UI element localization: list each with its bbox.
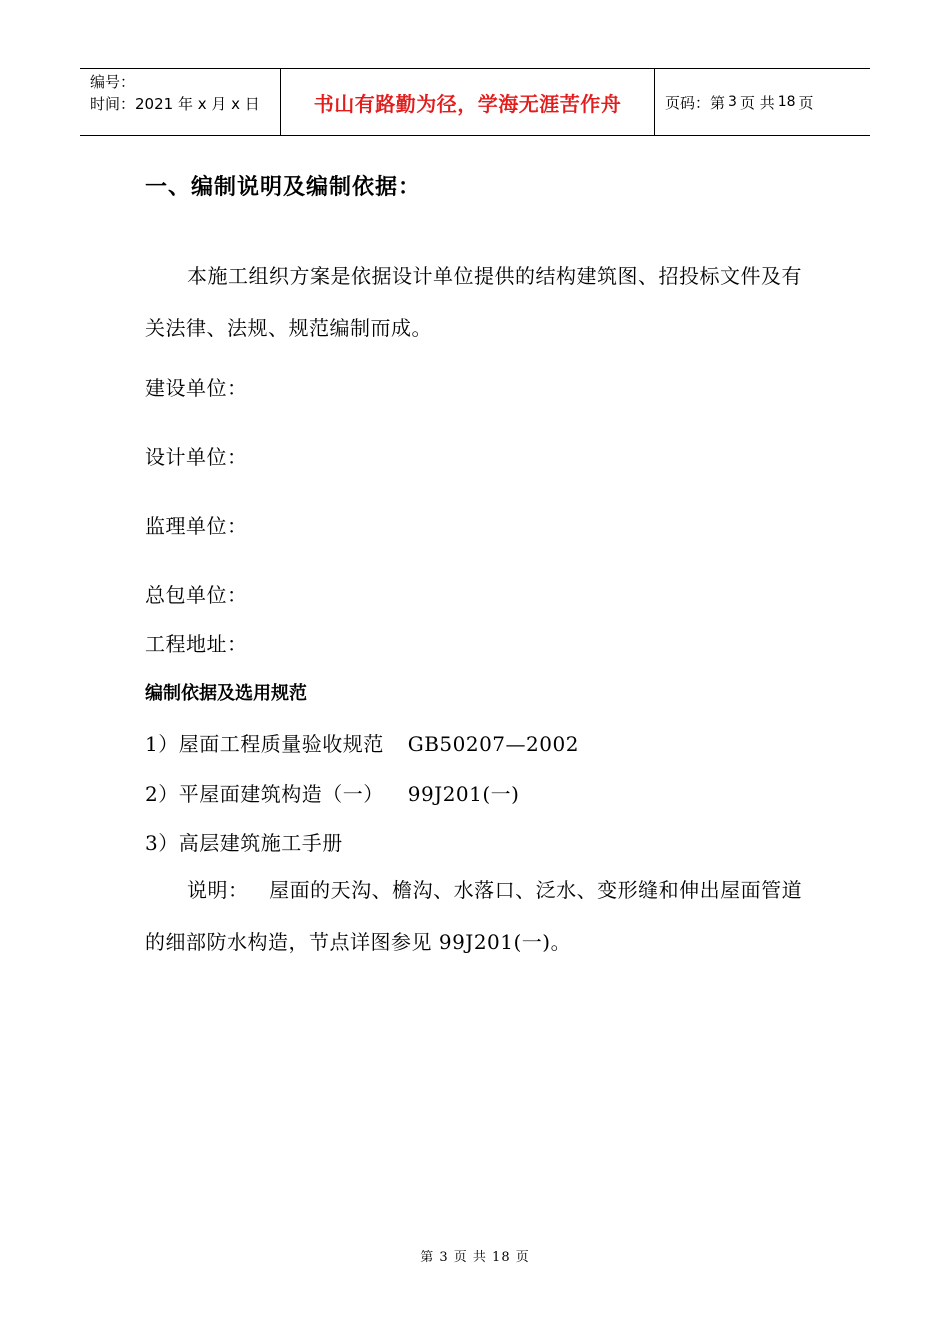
list-item — [145, 778, 519, 807]
standard-code: GB50207—2002 — [407, 732, 579, 756]
intro-paragraph: 本施工组织方案是依据设计单位提供的结构建筑图、招投标文件及有关法律、法规、规范编制而成。 — [145, 264, 802, 340]
field-contractor: 总包单位： — [145, 583, 248, 607]
date-label: 时间：2021 年 x 月 x 日 — [90, 95, 260, 113]
page-total: 18 — [777, 94, 796, 110]
header-motto: 书山有路勤为径，学海无涯苦作舟 — [281, 69, 655, 135]
standard-label: 3）高层建筑施工手册 — [145, 831, 343, 855]
note-paragraph: 说明： 屋面的天沟、檐沟、水落口、泛水、变形缝和伸出屋面管道的细部防水构造，节点详图参见 99J201(一)。 — [145, 878, 803, 954]
basis-heading: 编制依据及选用规范 — [145, 683, 307, 704]
page-suffix: 页 — [798, 93, 814, 112]
field-designer: 设计单位： — [145, 445, 248, 469]
page-header — [80, 68, 870, 136]
standard-code: 99J201(一) — [407, 782, 520, 806]
standard-label: 2）平屋面建筑构造（一） — [145, 782, 384, 806]
serial-label: 编号： — [90, 73, 136, 91]
page-prefix: 页码：第 — [665, 93, 726, 112]
list-item — [145, 827, 343, 856]
section-title: 一、编制说明及编制依据： — [145, 175, 422, 200]
page-mid: 页 共 — [739, 93, 775, 112]
page-footer: 第 3 页 共 18 页 — [420, 1250, 530, 1265]
header-page-number — [655, 69, 870, 135]
standard-label: 1）屋面工程质量验收规范 — [145, 732, 384, 756]
field-builder: 建设单位： — [145, 376, 248, 400]
list-item — [145, 728, 579, 757]
header-meta-cell — [80, 69, 281, 135]
field-address: 工程地址： — [145, 632, 248, 656]
page-current: 3 — [728, 94, 737, 110]
field-supervisor: 监理单位： — [145, 514, 248, 538]
